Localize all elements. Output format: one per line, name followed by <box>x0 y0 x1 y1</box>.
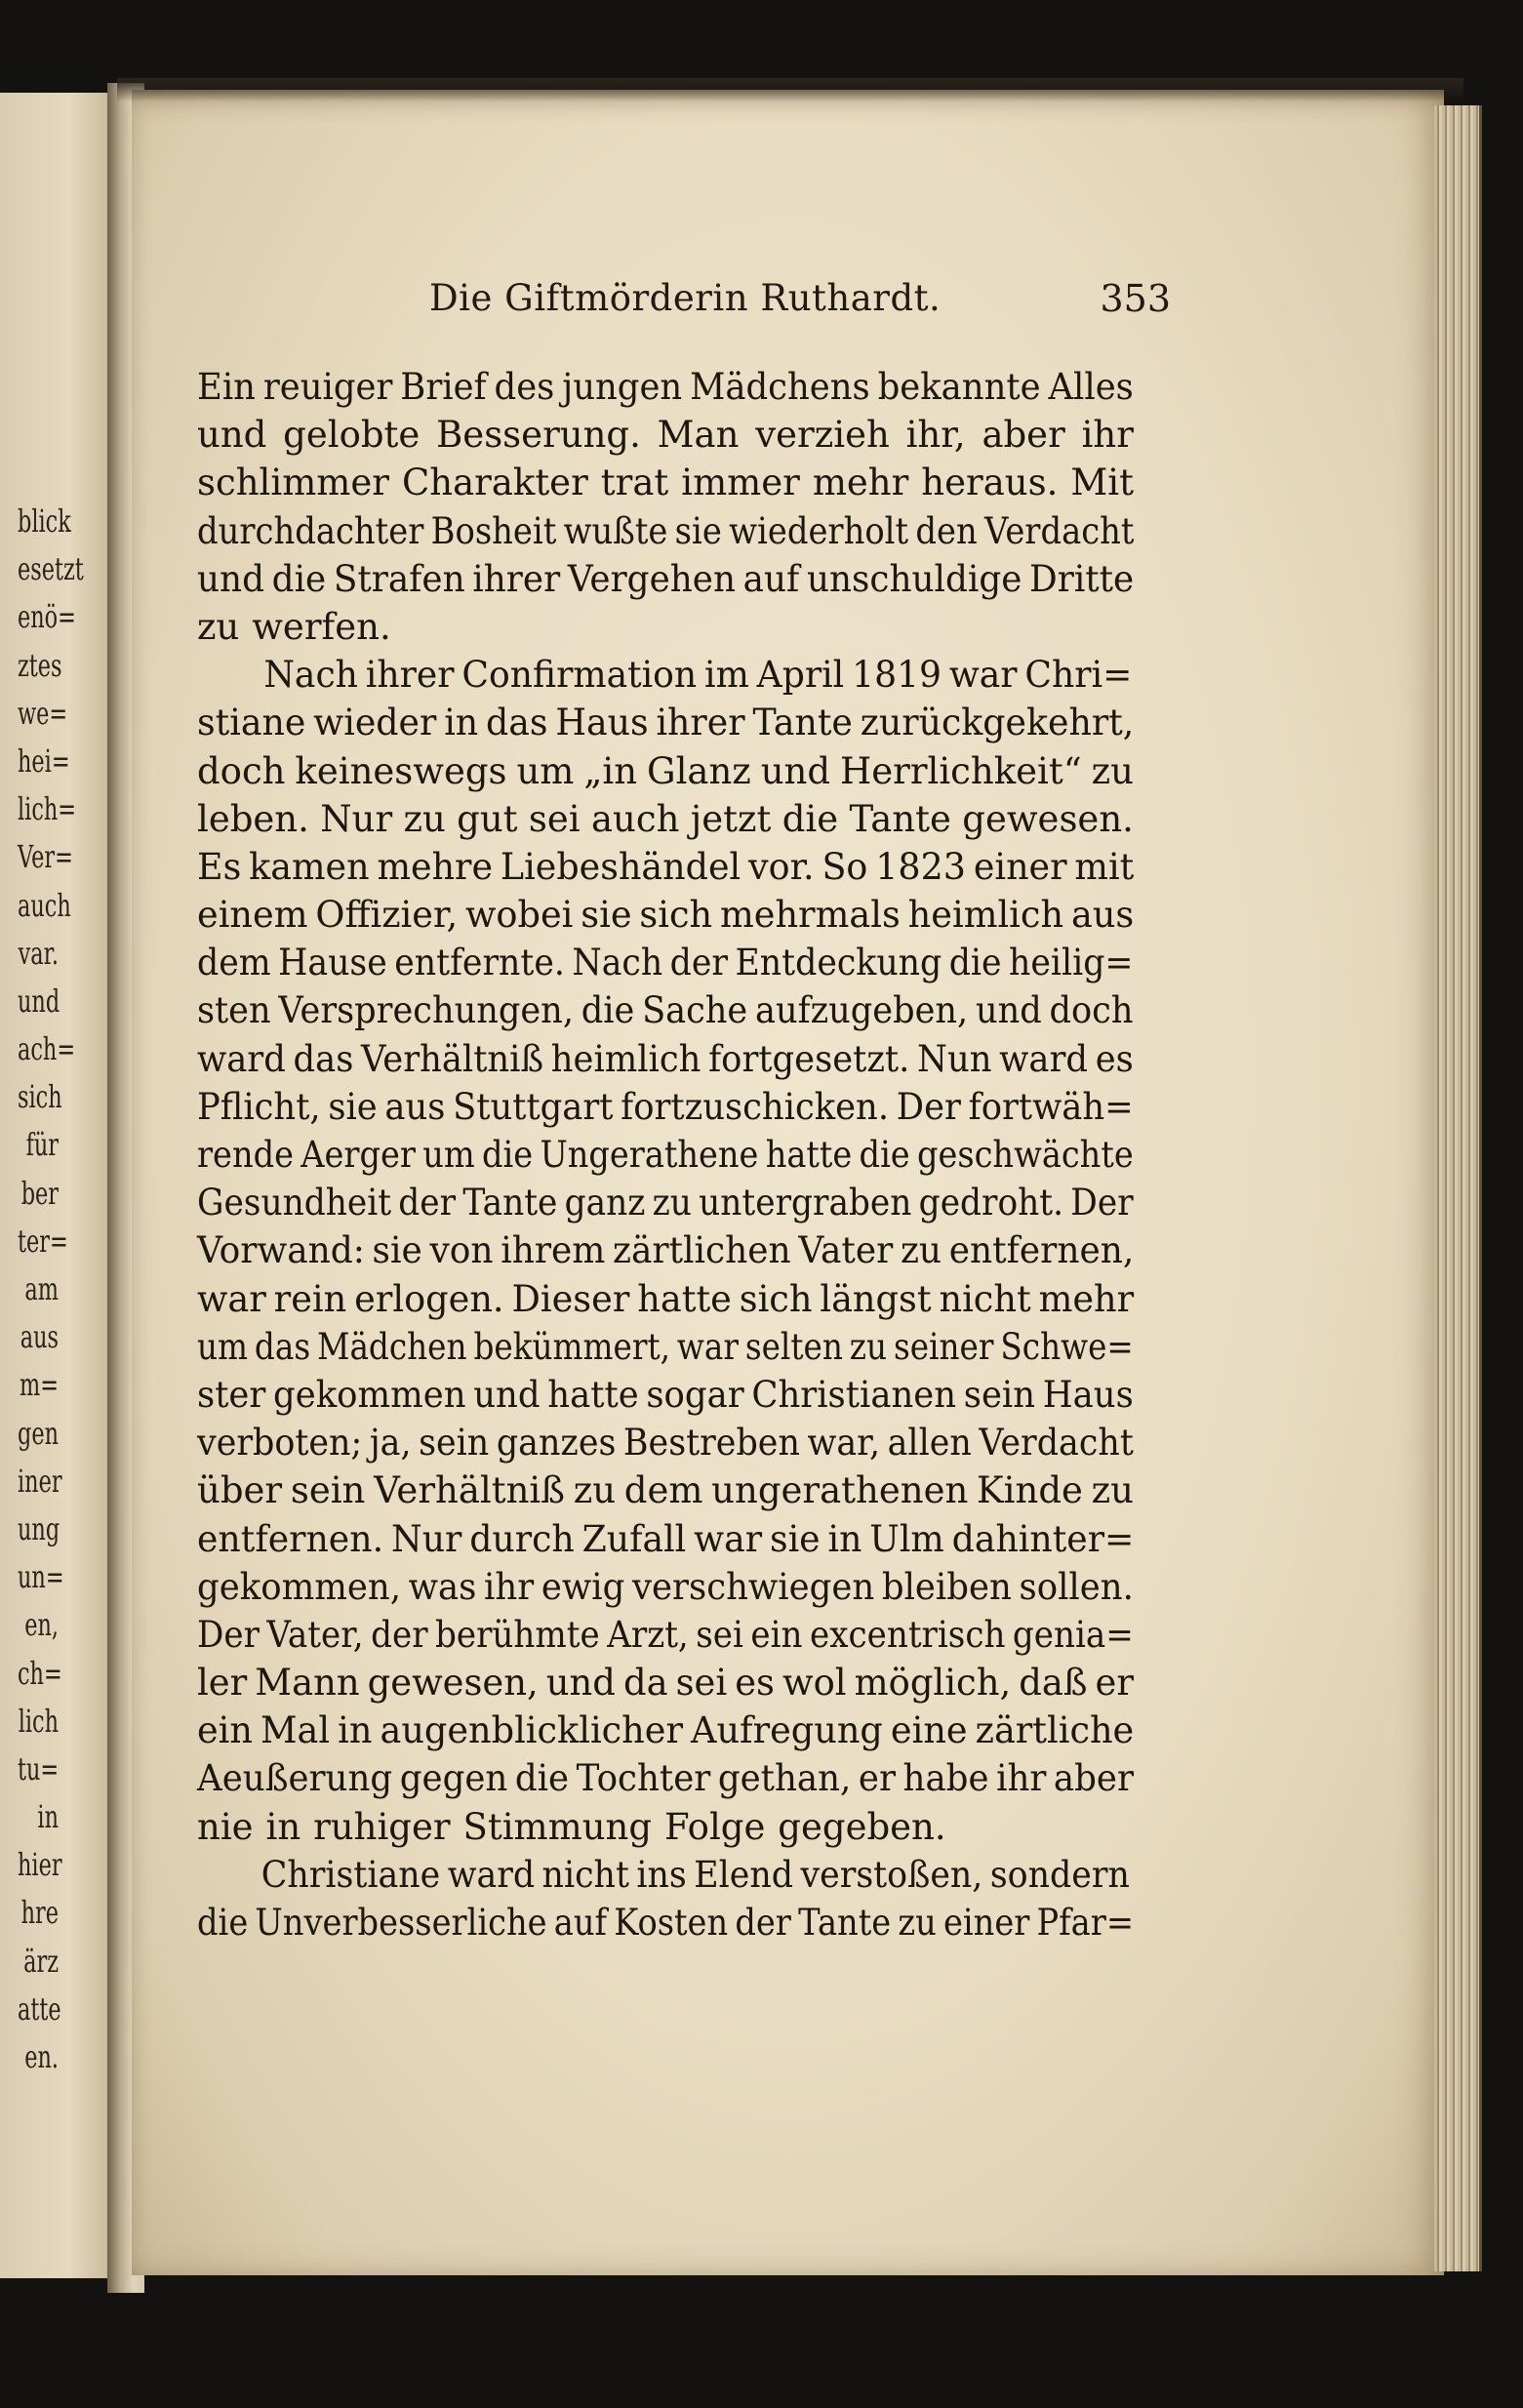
left-page-fragment: sich <box>18 1078 62 1116</box>
left-page-fragment: für <box>25 1126 59 1164</box>
left-page-fragment: ztes <box>18 646 62 684</box>
text-line: verboten; ja, sein ganzes Bestreben war, allen Verdacht <box>197 1422 1134 1465</box>
left-page-fragment: en. <box>24 2038 59 2075</box>
text-line: Pflicht, sie aus Stuttgart fortzuschicken. Der fortwäh= <box>197 1085 1134 1128</box>
text-line: und die Strafen ihrer Vergehen auf unschuldige Dritte <box>197 557 1135 600</box>
left-page-fragment: in <box>37 1798 59 1836</box>
left-page-fragment: var. <box>18 934 60 972</box>
text-line: die Unverbesserliche auf Kosten der Tante zu einer Pfar= <box>197 1902 1135 1944</box>
page-top-shadow <box>117 78 1463 101</box>
text-line: sten Versprechungen, die Sache aufzugeben, und doch <box>197 989 1134 1032</box>
left-page-fragment: blick <box>18 502 71 540</box>
text-line: Gesundheit der Tante ganz zu untergraben gedroht. Der <box>197 1182 1134 1224</box>
left-page-fragment: hier <box>18 1846 62 1884</box>
left-page-fragment: lich <box>18 1702 59 1740</box>
page-number: 353 <box>1100 277 1171 320</box>
left-page-fragment: en, <box>24 1606 59 1644</box>
text-line: Vorwand: sie von ihrem zärtlichen Vater zu entfernen, <box>197 1229 1135 1272</box>
text-line: Es kamen mehre Liebeshändel vor. So 1823 einer mit <box>197 845 1135 888</box>
text-line: doch keineswegs um „in Glanz und Herrlichkeit“ zu <box>197 749 1134 792</box>
text-line: Ein reuiger Brief des jungen Mädchens bekannte Alles <box>197 366 1134 408</box>
text-line: und gelobte Besserung. Man verzieh ihr, aber ihr <box>197 414 1134 457</box>
left-page-fragment: ber <box>20 1174 59 1212</box>
text-line: nie in ruhiger Stimmung Folge gegeben. <box>197 1805 946 1848</box>
left-page-fragment: am <box>24 1270 60 1307</box>
text-line: gekommen, was ihr ewig verschwiegen bleiben sollen. <box>197 1565 1134 1608</box>
left-facing-page <box>0 93 115 2278</box>
body-text <box>197 363 1134 1946</box>
left-page-fragment: ch= <box>18 1654 62 1692</box>
text-line: um das Mädchen bekümmert, war selten zu seiner Schwe= <box>197 1325 1134 1368</box>
left-page-fragment: we= <box>18 694 68 732</box>
left-page-fragment: Ver= <box>18 838 73 876</box>
text-line: einem Offizier, wobei sie sich mehrmals heimlich aus <box>197 894 1135 937</box>
left-page-fragment: tu= <box>18 1749 60 1787</box>
left-page-fragment: un= <box>18 1558 64 1596</box>
text-line: ster gekommen und hatte sogar Christianen sein Haus <box>197 1373 1134 1416</box>
left-page-fragment: hre <box>20 1894 59 1932</box>
text-line: stiane wieder in das Haus ihrer Tante zurückgekehrt, <box>197 702 1135 744</box>
left-page-fragment: atte <box>18 1989 61 2027</box>
left-page-fragment: iner <box>18 1462 62 1500</box>
text-line: Der Vater, der berühmte Arzt, sei ein excentrisch genia= <box>197 1613 1134 1656</box>
text-line: Aeußerung gegen die Tochter gethan, er habe ihr aber <box>197 1757 1135 1800</box>
text-line: zu werfen. <box>197 605 391 648</box>
left-page-fragment: esetzt <box>18 550 84 588</box>
left-page-fragment: ung <box>18 1509 60 1547</box>
text-line: Nach ihrer Confirmation im April 1819 war Chri= <box>263 654 1133 697</box>
left-page-fragment: hei= <box>18 742 70 780</box>
left-page-fragment: ärz <box>23 1942 59 1980</box>
running-head: Die Giftmörderin Ruthardt. <box>429 277 942 319</box>
left-page-fragment: enö= <box>18 598 76 636</box>
text-line: ward das Verhältniß heimlich fortgesetzt. Nun ward es <box>197 1037 1134 1080</box>
left-page-fragment: m= <box>19 1366 60 1404</box>
text-line: war rein erlogen. Dieser hatte sich längst nicht mehr <box>197 1277 1135 1320</box>
text-line: schlimmer Charakter trat immer mehr heraus. Mit <box>197 462 1134 504</box>
text-line: Christiane ward nicht ins Elend verstoßen, sondern <box>261 1853 1130 1896</box>
text-line: rende Aerger um die Ungerathene hatte die geschwächte <box>197 1134 1134 1176</box>
text-line: über sein Verhältniß zu dem ungerathenen Kinde zu <box>197 1469 1134 1512</box>
text-line: leben. Nur zu gut sei auch jetzt die Tante gewesen. <box>197 797 1134 840</box>
text-line: durchdachter Bosheit wußte sie wiederholt den Verdacht <box>197 509 1135 552</box>
left-page-fragment: und <box>18 982 60 1020</box>
left-page-fragment: lich= <box>18 790 77 828</box>
text-line: ein Mal in augenblicklicher Aufregung eine zärtliche <box>197 1709 1135 1752</box>
text-line: dem Hause entfernte. Nach der Entdeckung die heilig= <box>197 942 1134 984</box>
page-fore-edge <box>1434 105 1482 2271</box>
left-page-fragment: ach= <box>18 1030 76 1068</box>
text-line: ler Mann gewesen, und da sei es wol möglich, daß er <box>197 1662 1134 1705</box>
left-page-text-fragments <box>0 498 84 2081</box>
left-page-fragment: ter= <box>18 1222 68 1260</box>
text-line: entfernen. Nur durch Zufall war sie in Ulm dahinter= <box>197 1517 1135 1560</box>
left-page-fragment: gen <box>18 1414 60 1452</box>
left-page-fragment: aus <box>20 1318 59 1356</box>
left-page-fragment: auch <box>18 886 71 924</box>
